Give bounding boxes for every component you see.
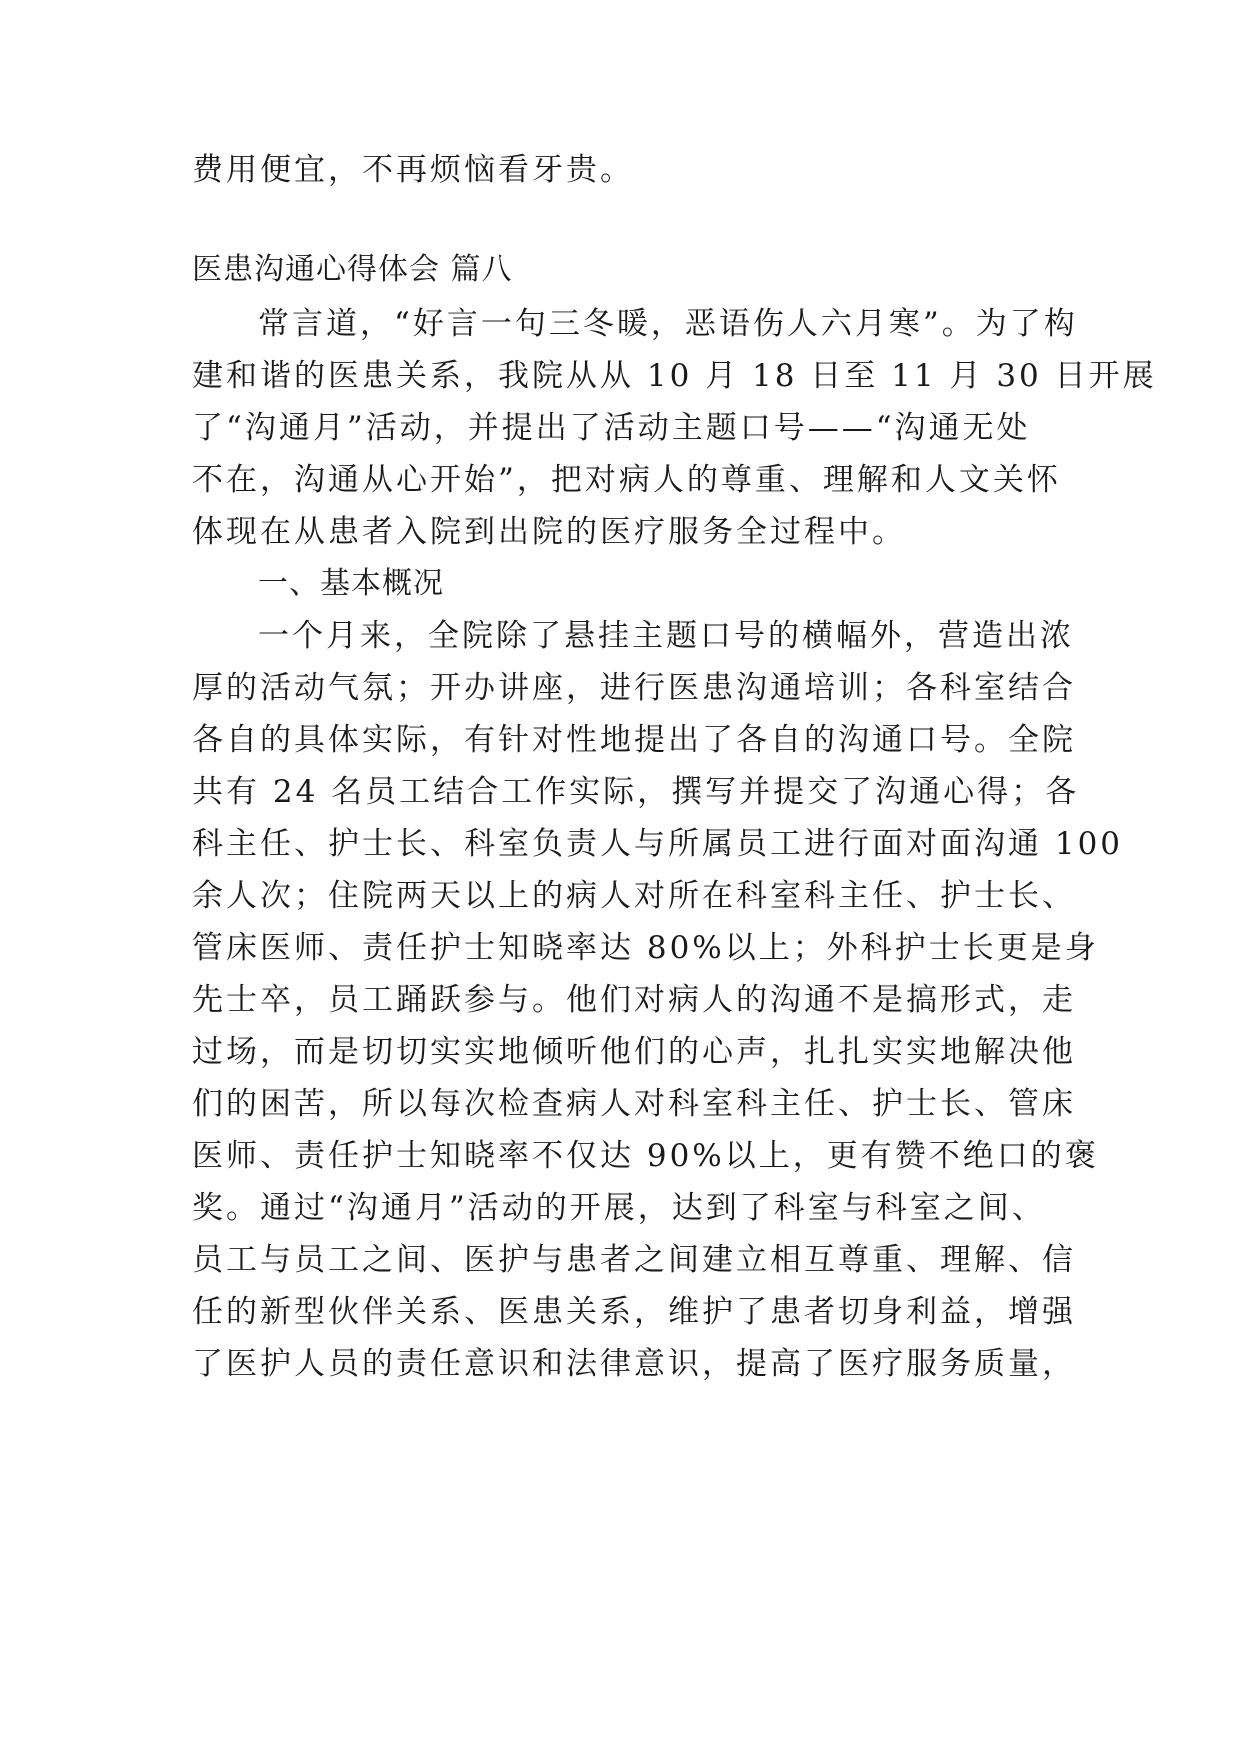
paragraph-line: 过场，而是切切实实地倾听他们的心声，扎扎实实地解决他 xyxy=(192,1034,1076,1070)
paragraph-line: 一个月来，全院除了悬挂主题口号的横幅外，营造出浓 xyxy=(258,618,1074,654)
paragraph-line: 余人次；住院两天以上的病人对所在科室科主任、护士长、 xyxy=(192,878,1076,914)
top-fragment-line: 费用便宜，不再烦恼看牙贵。 xyxy=(192,152,634,188)
paragraph-line: 们的困苦，所以每次检查病人对科室科主任、护士长、管床 xyxy=(192,1086,1076,1122)
paragraph-line: 医师、责任护士知晓率不仅达 90%以上，更有赞不绝口的褒 xyxy=(192,1138,1099,1174)
paragraph-line: 科主任、护士长、科室负责人与所属员工进行面对面沟通 100 xyxy=(192,826,1124,862)
paragraph-line: 任的新型伙伴关系、医患关系，维护了患者切身利益，增强 xyxy=(192,1294,1076,1330)
paragraph-line: 员工与员工之间、医护与患者之间建立相互尊重、理解、信 xyxy=(192,1242,1076,1278)
paragraph-line: 体现在从患者入院到出院的医疗服务全过程中。 xyxy=(192,514,906,550)
paragraph-line: 不在，沟通从心开始”，把对病人的尊重、理解和人文关怀 xyxy=(192,462,1061,498)
paragraph-line: 了医护人员的责任意识和法律意识，提高了医疗服务质量， xyxy=(192,1346,1076,1382)
paragraph-line: 了“沟通月”活动，并提出了活动主题口号——“沟通无处 xyxy=(192,410,1031,446)
paragraph-line: 管床医师、责任护士知晓率达 80%以上；外科护士长更是身 xyxy=(192,930,1099,966)
paragraph-line: 先士卒，员工踊跃参与。他们对病人的沟通不是搞形式，走 xyxy=(192,982,1076,1018)
paragraph-line: 各自的具体实际，有针对性地提出了各自的沟通口号。全院 xyxy=(192,722,1076,758)
paragraph-line: 厚的活动气氛；开办讲座，进行医患沟通培训；各科室结合 xyxy=(192,670,1076,706)
section-title: 医患沟通心得体会 篇八 xyxy=(192,252,513,287)
paragraph-line: 建和谐的医患关系，我院从从 10 月 18 日至 11 月 30 日开展 xyxy=(192,358,1157,394)
paragraph-line: 共有 24 名员工结合工作实际，撰写并提交了沟通心得；各 xyxy=(192,774,1080,810)
paragraph-line: 常言道，“好言一句三冬暖，恶语伤人六月寒”。为了构 xyxy=(258,306,1078,342)
subheading: 一、基本概况 xyxy=(258,566,444,601)
paragraph-line: 奖。通过“沟通月”活动的开展，达到了科室与科室之间、 xyxy=(192,1190,1046,1226)
